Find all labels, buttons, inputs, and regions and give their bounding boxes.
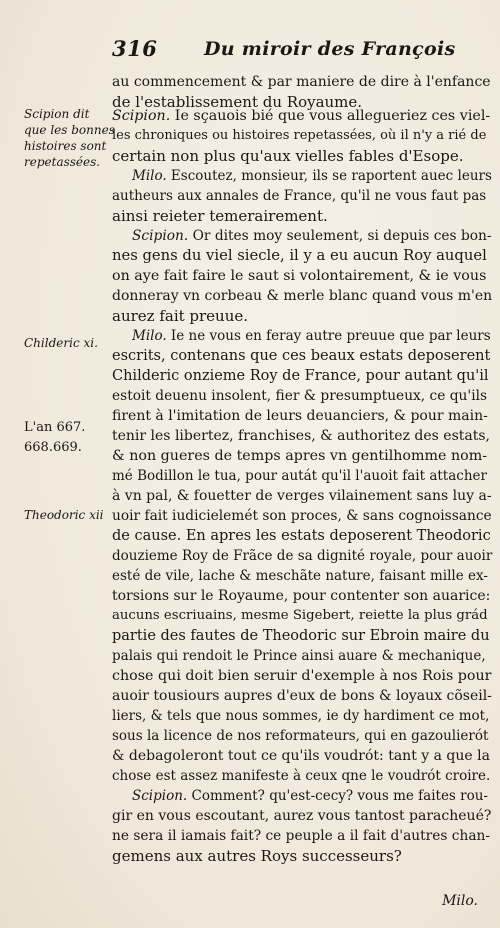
speaker-label: Scipion. bbox=[112, 108, 171, 124]
text-line: Scipion. Or dites moy seulement, si depuis ces bon- bbox=[132, 228, 492, 244]
text-line: aucuns escriuains, mesme Sigebert, reiette la plus grád bbox=[112, 608, 488, 623]
text-line: chose est assez manifeste à ceux qne le voudrót croire. bbox=[112, 768, 491, 784]
text-line: auoir tousiours aupres d'eux de bons & loyaux cõseil- bbox=[112, 688, 492, 704]
margin-note: histoires sont bbox=[24, 139, 107, 153]
text-line: on aye fait faire le saut si volontairement, & ie vous bbox=[112, 268, 487, 284]
text-line: Scipion. Ie sçauois bié que vous allegueriez ces viel- bbox=[112, 108, 491, 124]
text-line: Scipion. Comment? qu'est-cecy? vous me faites rou- bbox=[132, 788, 488, 804]
text-line: chose qui doit bien seruir d'exemple à nos Rois pour bbox=[112, 668, 492, 684]
text-line: certain non plus qu'aux vielles fables d'Esope. bbox=[112, 147, 464, 165]
margin-note: Childeric xi. bbox=[24, 336, 98, 350]
text-line: tenir les libertez, franchises, & authoritez des estats, bbox=[112, 428, 490, 444]
text-line: les chroniques ou histoires repetassées, où il n'y a rié de bbox=[112, 128, 487, 143]
margin-note: Theodoric xii bbox=[24, 508, 104, 522]
text-line: donneray vn corbeau & merle blanc quand vous m'en bbox=[112, 288, 493, 304]
margin-note: repetassées. bbox=[24, 155, 101, 169]
speaker-label: Milo. bbox=[132, 328, 167, 344]
margin-note: que les bonnes bbox=[24, 123, 115, 137]
text-line: douzieme Roy de Frãce de sa dignité royale, pour auoir bbox=[112, 548, 493, 564]
text-line: autheurs aux annales de France, qu'il ne vous faut pas bbox=[112, 188, 487, 204]
catchword: Milo. bbox=[442, 893, 478, 909]
speaker-label: Scipion. bbox=[132, 228, 189, 244]
text-line: estoit deuenu insolent, fier & presumptueux, ce qu'ils bbox=[112, 388, 488, 404]
text-line: escrits, contenans que ces beaux estats deposerent bbox=[112, 348, 491, 364]
text-line: Milo. Escoutez, monsieur, ils se raportent auec leurs bbox=[132, 168, 492, 184]
text-line: gemens aux autres Roys successeurs? bbox=[112, 847, 402, 865]
margin-note: L'an 667. bbox=[24, 420, 86, 435]
text-line: mé Bodillon le tua, pour autát qu'il l'auoit fait attacher bbox=[112, 468, 487, 484]
speaker-label: Scipion. bbox=[132, 788, 188, 804]
text-line: de cause. En apres les estats deposerent Theodoric bbox=[112, 528, 491, 544]
text-line: liers, & tels que nous sommes, ie dy hardiment ce mot, bbox=[112, 708, 490, 724]
text-line: & debagoleront tout ce qu'ils voudrót: tant y a que la bbox=[112, 748, 490, 764]
text-line: firent à l'imitation de leurs deuanciers, & pour main- bbox=[112, 408, 488, 424]
text-line: ne sera il iamais fait? ce peuple a il fait d'autres chan- bbox=[112, 828, 491, 844]
text-line: au commencement & par maniere de dire à l'enfance bbox=[112, 74, 491, 90]
text-line: de l'establissement du Royaume. bbox=[112, 93, 363, 111]
text-line: ainsi reieter temerairement. bbox=[112, 207, 328, 225]
text-line: Milo. Ie ne vous en feray autre preuue que par leurs bbox=[132, 328, 491, 344]
text-line: aurez fait preuue. bbox=[112, 307, 249, 325]
running-title: Du miroir des François bbox=[204, 38, 456, 60]
margin-note: 668.669. bbox=[24, 440, 82, 455]
text-line: uoir fait iudicielemét son proces, & sans cognoissance bbox=[112, 508, 492, 524]
page-header bbox=[112, 36, 492, 66]
page-number: 316 bbox=[112, 36, 158, 61]
text-line: nes gens du viel siecle, il y a eu aucun Roy auquel bbox=[112, 247, 487, 264]
text-line: torsions sur le Royaume, pour contenter son auarice: bbox=[112, 588, 491, 604]
text-line: & non gueres de temps apres vn gentilhomme nom- bbox=[112, 448, 488, 464]
text-line: palais qui rendoit le Prince ainsi auare & mechanique, bbox=[112, 648, 486, 664]
text-line: à vn pal, & fouetter de verges vilainement sans luy a- bbox=[112, 488, 492, 504]
text-line: partie des fautes de Theodoric sur Ebroin maire du bbox=[112, 628, 490, 644]
margin-note: Scipion dit bbox=[24, 107, 90, 121]
text-line: gir en vous escoutant, aurez vous tantost paracheué? bbox=[112, 808, 492, 824]
text-line: esté de vile, lache & meschãte nature, faisant mille ex- bbox=[112, 568, 488, 584]
text-line: Childeric onzieme Roy de France, pour autant qu'il bbox=[112, 368, 489, 384]
text-line: sous la licence de nos reformateurs, qui en gazoulierót bbox=[112, 728, 489, 744]
speaker-label: Milo. bbox=[132, 168, 167, 184]
